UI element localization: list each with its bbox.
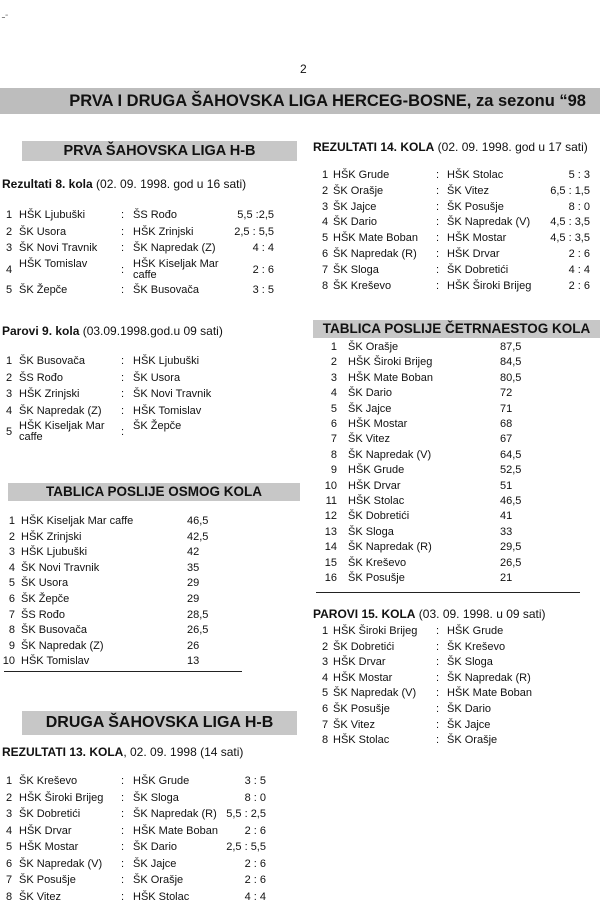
team-points: 51 <box>500 480 512 492</box>
away-team: ŠK Orašje <box>447 734 497 746</box>
team-name: ŠK Dobretići <box>348 510 409 522</box>
away-team: HŠK Stolac <box>447 169 503 181</box>
away-team: ŠK Dobretići <box>447 264 508 276</box>
match-row <box>0 792 600 809</box>
team-points: 80,5 <box>500 372 521 384</box>
row-number: 5 <box>6 841 12 853</box>
row-number: 8 <box>322 280 328 292</box>
row-number: 3 <box>6 808 12 820</box>
rank-number: 3 <box>331 372 337 384</box>
away-team: HŠK Ljubuški <box>133 355 199 367</box>
row-number: 4 <box>6 825 12 837</box>
team-name: ŠK Jajce <box>348 403 391 415</box>
separator-colon: : <box>121 226 124 238</box>
match-row <box>0 656 600 672</box>
away-team: ŠK Sloga <box>447 656 493 668</box>
separator-colon: : <box>121 775 124 787</box>
team-points: 67 <box>500 433 512 445</box>
team-name: HŠK Drvar <box>348 480 401 492</box>
away-team: HŠK Kiseljak Mar caffe <box>133 259 231 281</box>
home-team: HŠK Široki Brijeg <box>333 625 417 637</box>
team-name: HŠK Ljubuški <box>21 546 87 558</box>
match-row <box>0 232 600 248</box>
team-points: 46,5 <box>500 495 521 507</box>
team-points: 71 <box>500 403 512 415</box>
rank-number: 5 <box>331 403 337 415</box>
team-points: 41 <box>500 510 512 522</box>
corner-mark: ـ‑ <box>2 10 8 21</box>
separator-colon: : <box>121 792 124 804</box>
separator-colon: : <box>436 216 439 228</box>
away-team: ŠK Orašje <box>133 874 183 886</box>
team-name: HŠK Mostar <box>348 418 407 430</box>
row-number: 1 <box>6 775 12 787</box>
match-row <box>0 169 600 185</box>
match-score: 4,5 : 3,5 <box>550 216 590 228</box>
team-name: ŠK Dario <box>348 387 392 399</box>
separator-colon: : <box>436 672 439 684</box>
match-score: 8 : 0 <box>245 792 266 804</box>
away-team: HŠK Zrinjski <box>133 226 194 238</box>
team-name: ŠK Napredak (Z) <box>21 640 104 652</box>
separator-colon: : <box>121 825 124 837</box>
team-name: ŠK Vitez <box>348 433 390 445</box>
rank-number: 1 <box>9 515 15 527</box>
rank-number: 8 <box>331 449 337 461</box>
row-number: 3 <box>322 201 328 213</box>
home-team: HŠK Drvar <box>333 656 386 668</box>
away-team: ŠK Napredak (R) <box>447 672 531 684</box>
home-team: ŠK Sloga <box>333 264 379 276</box>
team-name: ŠK Posušje <box>348 572 405 584</box>
rank-number: 7 <box>9 609 15 621</box>
away-team: HŠK Drvar <box>447 248 500 260</box>
away-team: ŠK Posušje <box>447 201 504 213</box>
page-banner: PRVA I DRUGA ŠAHOVSKA LIGA HERCEG-BOSNE, za sezonu “98 <box>0 88 600 114</box>
row-number: 6 <box>322 248 328 260</box>
team-points: 26,5 <box>500 557 521 569</box>
rank-number: 13 <box>325 526 337 538</box>
row-number: 7 <box>322 719 328 731</box>
home-team: ŠK Kreševo <box>333 280 391 292</box>
match-row <box>0 216 600 232</box>
druga-liga-heading: DRUGA ŠAHOVSKA LIGA H-B <box>22 711 297 735</box>
away-team: ŠK Dario <box>447 703 491 715</box>
match-score: 3 : 5 <box>245 775 266 787</box>
team-points: 33 <box>500 526 512 538</box>
team-name: ŠK Usora <box>21 577 68 589</box>
away-team: ŠK Novi Travnik <box>133 388 211 400</box>
match-row <box>0 703 600 719</box>
row-number: 4 <box>322 216 328 228</box>
row-number: 2 <box>6 372 12 384</box>
table-14-heading: TABLICA POSLIJE ČETRNAESTOG KOLA <box>313 320 600 338</box>
page-number: 2 <box>300 62 307 76</box>
row-number: 2 <box>6 792 12 804</box>
separator-colon: : <box>121 405 124 417</box>
match-row <box>0 280 600 296</box>
away-team: ŠK Jajce <box>447 719 490 731</box>
separator-colon: : <box>436 248 439 260</box>
match-score: 4 : 4 <box>245 891 266 903</box>
separator-colon: : <box>436 703 439 715</box>
home-team: ŠK Posušje <box>333 703 390 715</box>
away-team: ŠK Dario <box>133 841 177 853</box>
rank-number: 6 <box>331 418 337 430</box>
team-name: HŠK Tomislav <box>21 655 89 667</box>
match-score: 2 : 6 <box>569 248 590 260</box>
team-points: 42,5 <box>187 531 208 543</box>
home-team: ŠK Napredak (V) <box>19 858 102 870</box>
separator-colon: : <box>121 841 124 853</box>
team-points: 87,5 <box>500 341 521 353</box>
row-number: 2 <box>322 185 328 197</box>
away-team: ŠK Jajce <box>133 858 176 870</box>
team-name: HŠK Mate Boban <box>348 372 433 384</box>
row-number: 4 <box>6 405 12 417</box>
row-number: 4 <box>6 264 12 276</box>
match-row <box>0 841 600 858</box>
separator-colon: : <box>121 808 124 820</box>
row-number: 3 <box>6 388 12 400</box>
separator-colon: : <box>121 372 124 384</box>
team-points: 29 <box>187 593 199 605</box>
team-points: 42 <box>187 546 199 558</box>
team-name: ŠK Napredak (R) <box>348 541 432 553</box>
away-team: HŠK Mostar <box>447 232 506 244</box>
home-team: ŠK Dobretići <box>333 641 394 653</box>
row-number: 5 <box>322 687 328 699</box>
home-team: ŠS Rođo <box>19 372 63 384</box>
separator-colon: : <box>436 201 439 213</box>
team-name: ŠK Novi Travnik <box>21 562 99 574</box>
row-number: 1 <box>6 209 12 221</box>
home-team: ŠK Busovača <box>19 355 85 367</box>
home-team: ŠK Vitez <box>333 719 375 731</box>
separator-colon: : <box>121 858 124 870</box>
away-team: ŠK Vitez <box>447 185 489 197</box>
team-points: 29,5 <box>500 541 521 553</box>
team-name: ŠK Sloga <box>348 526 394 538</box>
pairs-9-heading: Parovi 9. kola (03.09.1998.god.u 09 sati) <box>2 324 223 338</box>
match-score: 2,5 : 5,5 <box>234 226 274 238</box>
team-points: 68 <box>500 418 512 430</box>
away-team: ŠK Napredak (R) <box>133 808 217 820</box>
row-number: 1 <box>322 625 328 637</box>
team-points: 28,5 <box>187 609 208 621</box>
rank-number: 6 <box>9 593 15 605</box>
team-name: ŠK Napredak (V) <box>348 449 431 461</box>
separator-colon: : <box>436 656 439 668</box>
home-team: ŠK Jajce <box>333 201 376 213</box>
rank-number: 3 <box>9 546 15 558</box>
match-score: 3 : 5 <box>253 284 274 296</box>
match-score: 4 : 4 <box>253 242 274 254</box>
row-number: 2 <box>6 226 12 238</box>
match-score: 8 : 0 <box>569 201 590 213</box>
team-points: 21 <box>500 572 512 584</box>
rank-number: 9 <box>9 640 15 652</box>
row-number: 3 <box>322 656 328 668</box>
match-row <box>0 719 600 735</box>
home-team: ŠK Usora <box>19 226 66 238</box>
separator-colon: : <box>436 687 439 699</box>
rank-number: 10 <box>3 655 15 667</box>
results-13-heading: REZULTATI 13. KOLA, 02. 09. 1998 (14 sati) <box>2 745 243 759</box>
row-number: 5 <box>322 232 328 244</box>
row-number: 6 <box>322 703 328 715</box>
home-team: ŠK Kreševo <box>19 775 77 787</box>
team-points: 13 <box>187 655 199 667</box>
table-8-heading: TABLICA POSLIJE OSMOG KOLA <box>8 483 300 501</box>
match-row <box>0 808 600 825</box>
match-row <box>0 858 600 875</box>
rank-number: 2 <box>331 356 337 368</box>
row-number: 6 <box>6 858 12 870</box>
match-row <box>0 734 600 750</box>
away-team: HŠK Široki Brijeg <box>447 280 531 292</box>
away-team: ŠK Usora <box>133 372 180 384</box>
separator-colon: : <box>121 242 124 254</box>
away-team: ŠK Busovača <box>133 284 199 296</box>
home-team: ŠK Napredak (V) <box>333 687 416 699</box>
home-team: ŠK Napredak (Z) <box>19 405 102 417</box>
prva-liga-heading: PRVA ŠAHOVSKA LIGA H-B <box>22 141 297 161</box>
team-points: 84,5 <box>500 356 521 368</box>
team-points: 35 <box>187 562 199 574</box>
separator-colon: : <box>436 625 439 637</box>
home-team: ŠK Dobretići <box>19 808 80 820</box>
separator-colon: : <box>436 169 439 181</box>
separator-colon: : <box>436 185 439 197</box>
rank-number: 4 <box>331 387 337 399</box>
match-score: 4 : 4 <box>569 264 590 276</box>
team-name: ŠK Orašje <box>348 341 398 353</box>
home-team: HŠK Grude <box>333 169 389 181</box>
match-score: 2 : 6 <box>245 858 266 870</box>
team-points: 46,5 <box>187 515 208 527</box>
team-points: 26 <box>187 640 199 652</box>
match-score: 6,5 : 1,5 <box>550 185 590 197</box>
rank-number: 9 <box>331 464 337 476</box>
away-team: ŠK Napredak (V) <box>447 216 530 228</box>
results-8-heading: Rezultati 8. kola (02. 09. 1998. god u 16 sati) <box>2 177 246 191</box>
team-name: HŠK Stolac <box>348 495 404 507</box>
home-team: HŠK Mate Boban <box>333 232 418 244</box>
team-points: 72 <box>500 387 512 399</box>
away-team: ŠK Sloga <box>133 792 179 804</box>
row-number: 8 <box>322 734 328 746</box>
row-number: 7 <box>322 264 328 276</box>
match-score: 2 : 6 <box>245 874 266 886</box>
home-team: ŠK Orašje <box>333 185 383 197</box>
team-name: ŠK Žepče <box>21 593 69 605</box>
match-row <box>0 625 600 641</box>
away-team: HŠK Grude <box>133 775 189 787</box>
away-team: HŠK Tomislav <box>133 405 201 417</box>
away-team: HŠK Mate Boban <box>447 687 532 699</box>
team-name: ŠK Kreševo <box>348 557 406 569</box>
home-team: ŠK Posušje <box>19 874 76 886</box>
team-points: 64,5 <box>500 449 521 461</box>
table-14-divider <box>316 592 580 593</box>
row-number: 5 <box>6 426 12 438</box>
match-row <box>0 641 600 657</box>
match-row <box>0 874 600 891</box>
separator-colon: : <box>436 232 439 244</box>
row-number: 3 <box>6 242 12 254</box>
home-team: HŠK Stolac <box>333 734 389 746</box>
match-score: 5,5 : 2,5 <box>226 808 266 820</box>
home-team: ŠK Novi Travnik <box>19 242 97 254</box>
match-score: 4,5 : 3,5 <box>550 232 590 244</box>
home-team: HŠK Široki Brijeg <box>19 792 103 804</box>
separator-colon: : <box>436 280 439 292</box>
separator-colon: : <box>121 426 124 438</box>
team-name: HŠK Kiseljak Mar caffe <box>21 515 133 527</box>
row-number: 7 <box>6 874 12 886</box>
results-14-heading: REZULTATI 14. KOLA (02. 09. 1998. god u 17 sati) <box>313 140 588 154</box>
rank-number: 10 <box>325 480 337 492</box>
rank-number: 4 <box>9 562 15 574</box>
separator-colon: : <box>436 734 439 746</box>
match-score: 2,5 : 5,5 <box>226 841 266 853</box>
separator-colon: : <box>121 209 124 221</box>
team-name: HŠK Zrinjski <box>21 531 82 543</box>
match-score: 2 : 6 <box>245 825 266 837</box>
separator-colon: : <box>121 891 124 903</box>
separator-colon: : <box>121 355 124 367</box>
away-team: HŠK Grude <box>447 625 503 637</box>
away-team: ŠK Žepče <box>133 421 253 432</box>
team-name: ŠK Busovača <box>21 624 87 636</box>
team-name: ŠS Rođo <box>21 609 65 621</box>
team-points: 26,5 <box>187 624 208 636</box>
separator-colon: : <box>436 264 439 276</box>
separator-colon: : <box>121 264 124 276</box>
rank-number: 12 <box>325 510 337 522</box>
home-team: ŠK Vitez <box>19 891 61 903</box>
home-team: HŠK Ljubuški <box>19 209 85 221</box>
home-team: HŠK Drvar <box>19 825 72 837</box>
match-row <box>0 201 600 217</box>
match-row <box>0 825 600 842</box>
row-number: 4 <box>322 672 328 684</box>
match-score: 5 : 3 <box>569 169 590 181</box>
separator-colon: : <box>121 284 124 296</box>
rank-number: 5 <box>9 577 15 589</box>
rank-number: 14 <box>325 541 337 553</box>
away-team: HŠK Mate Boban <box>133 825 218 837</box>
row-number: 1 <box>6 355 12 367</box>
home-team: HŠK Mostar <box>19 841 78 853</box>
rank-number: 8 <box>9 624 15 636</box>
home-team: HŠK Zrinjski <box>19 388 80 400</box>
match-row <box>0 672 600 688</box>
rank-number: 16 <box>325 572 337 584</box>
rank-number: 1 <box>331 341 337 353</box>
team-points: 29 <box>187 577 199 589</box>
row-number: 1 <box>322 169 328 181</box>
rank-number: 11 <box>326 495 337 507</box>
rank-number: 2 <box>9 531 15 543</box>
away-team: ŠK Napredak (Z) <box>133 242 216 254</box>
match-score: 5,5 :2,5 <box>237 209 274 221</box>
away-team: HŠK Stolac <box>133 891 189 903</box>
home-team: HŠK Kiseljak Mar caffe <box>19 421 117 443</box>
match-row <box>0 687 600 703</box>
row-number: 8 <box>6 891 12 903</box>
match-row <box>0 775 600 792</box>
team-name: HŠK Grude <box>348 464 404 476</box>
row-number: 2 <box>322 641 328 653</box>
match-row <box>0 248 600 264</box>
rank-number: 7 <box>331 433 337 445</box>
pairs-15-heading: PAROVI 15. KOLA (03. 09. 1998. u 09 sati) <box>313 607 546 621</box>
team-name: HŠK Široki Brijeg <box>348 356 432 368</box>
separator-colon: : <box>121 874 124 886</box>
match-row <box>0 264 600 280</box>
rank-number: 15 <box>325 557 337 569</box>
away-team: ŠK Kreševo <box>447 641 505 653</box>
home-team: HŠK Mostar <box>333 672 392 684</box>
row-number: 5 <box>6 284 12 296</box>
separator-colon: : <box>436 719 439 731</box>
match-score: 2 : 6 <box>569 280 590 292</box>
home-team: ŠK Dario <box>333 216 377 228</box>
team-points: 52,5 <box>500 464 521 476</box>
home-team: ŠK Napredak (R) <box>333 248 417 260</box>
separator-colon: : <box>121 388 124 400</box>
home-team: ŠK Žepče <box>19 284 67 296</box>
separator-colon: : <box>436 641 439 653</box>
away-team: ŠS Rođo <box>133 209 177 221</box>
home-team: HŠK Tomislav <box>19 259 117 270</box>
match-score: 2 : 6 <box>253 264 274 276</box>
match-row <box>0 185 600 201</box>
